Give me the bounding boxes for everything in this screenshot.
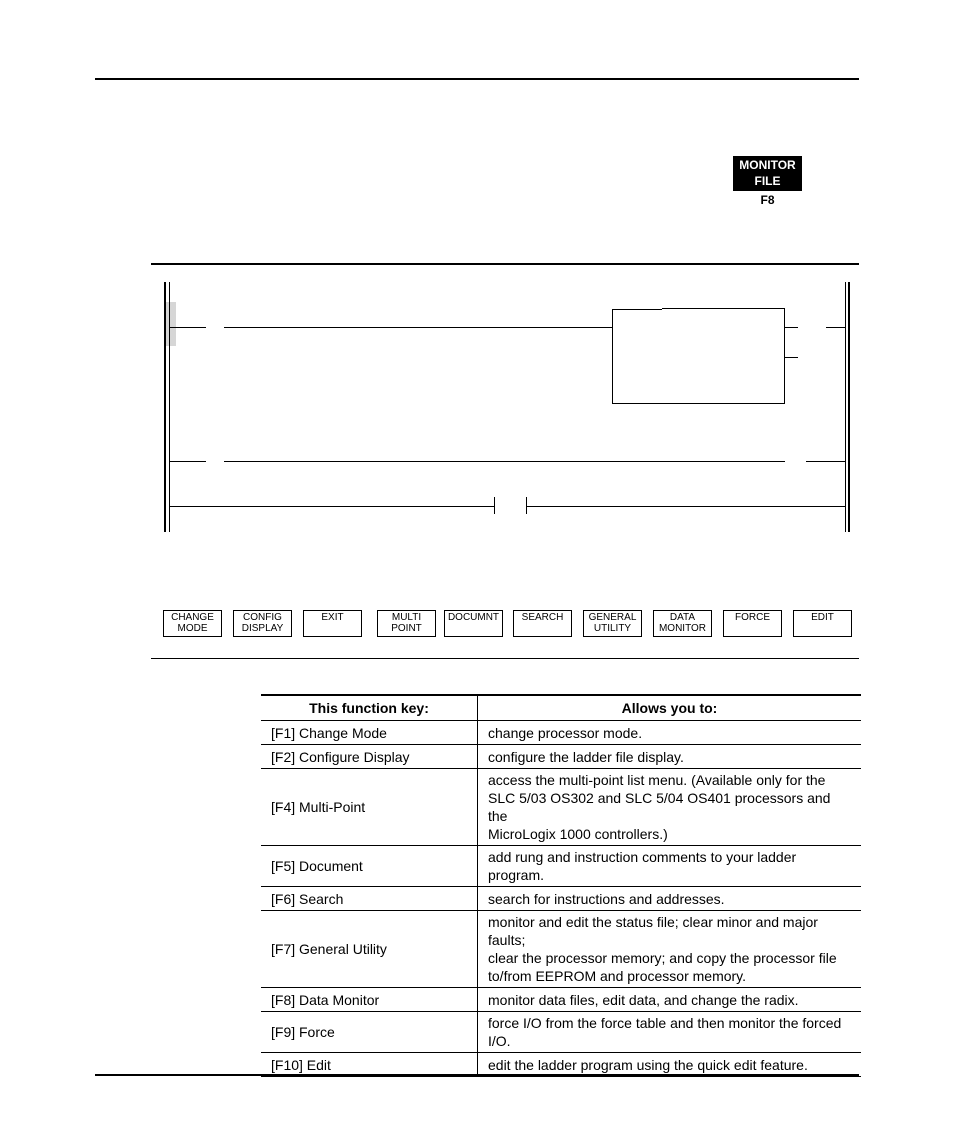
- table-row: [261, 887, 861, 911]
- left-power-rail-inner: [169, 282, 170, 532]
- row-desc: force I/O from the force table and then monitor the forced I/O.: [478, 1012, 862, 1053]
- rung-3-wire-a: [170, 506, 494, 507]
- row-key: [F10] Edit: [261, 1053, 478, 1077]
- force-key[interactable]: [723, 610, 782, 637]
- document-key[interactable]: [444, 610, 503, 637]
- row-desc-line: access the multi-point list menu. (Available only for the: [488, 772, 826, 788]
- row-desc: monitor data files, edit data, and change the radix.: [478, 988, 862, 1012]
- monitor-key-fkey-label: F8: [760, 193, 775, 207]
- output-block-stub: [785, 357, 798, 358]
- row-key: [F1] Change Mode: [261, 721, 478, 745]
- output-block-right: [784, 308, 785, 404]
- fkey-label: CONFIG: [243, 612, 282, 623]
- fkey-label: UTILITY: [593, 623, 632, 634]
- fkey-label: DISPLAY: [241, 623, 284, 634]
- table-header-row: [261, 695, 861, 721]
- function-key-bar: [0, 610, 954, 638]
- fkey-label: MONITOR: [658, 623, 707, 634]
- rung-1-output-wire-b: [826, 327, 846, 328]
- general-utility-key[interactable]: [583, 610, 642, 637]
- rung-3-wire-b: [527, 506, 846, 507]
- row-key: [F6] Search: [261, 887, 478, 911]
- fkey-label: FORCE: [735, 612, 770, 623]
- row-desc: configure the ladder file display.: [478, 745, 862, 769]
- header-function-key: This function key:: [261, 695, 478, 721]
- row-desc: add rung and instruction comments to your ladder program.: [478, 846, 862, 887]
- row-desc: change processor mode.: [478, 721, 862, 745]
- table-row: [261, 846, 861, 887]
- row-key: [F5] Document: [261, 846, 478, 887]
- table-row: [261, 769, 861, 846]
- figure-top-rule: [151, 263, 859, 265]
- monitor-key-line2: FILE: [754, 174, 781, 188]
- table-row: [261, 911, 861, 988]
- rung-2-wire-b: [224, 461, 785, 462]
- monitor-key-line1: MONITOR: [739, 158, 796, 172]
- fkey-label: CHANGE: [171, 612, 214, 623]
- rung-1-wire-b: [224, 327, 612, 328]
- output-block-bottom: [612, 403, 785, 404]
- right-power-rail-inner: [848, 282, 850, 532]
- search-key[interactable]: [513, 610, 572, 637]
- table-row: [261, 721, 861, 745]
- data-monitor-key[interactable]: [653, 610, 712, 637]
- multi-point-key[interactable]: [377, 610, 436, 637]
- top-rule: [95, 78, 859, 80]
- rung-2-wire-c: [806, 461, 846, 462]
- header-allows-you-to: Allows you to:: [478, 695, 862, 721]
- output-block-top-b: [662, 308, 785, 309]
- fkey-label: DOCUMNT: [447, 612, 500, 623]
- row-desc-line: to/from EEPROM and processor memory.: [488, 968, 747, 984]
- fkey-label: SEARCH: [521, 612, 564, 623]
- row-desc-line: MicroLogix 1000 controllers.): [488, 826, 668, 842]
- table-row: [261, 1053, 861, 1077]
- fkey-label: GENERAL: [588, 612, 637, 623]
- rung-1-wire-a: [170, 327, 206, 328]
- row-key: [F8] Data Monitor: [261, 988, 478, 1012]
- row-key: [F9] Force: [261, 1012, 478, 1053]
- fkey-label: POINT: [391, 623, 422, 634]
- exit-key[interactable]: [303, 610, 362, 637]
- right-power-rail: [845, 282, 846, 532]
- figure-bottom-rule: [151, 658, 859, 659]
- row-desc-line: monitor and edit the status file; clear minor and major faults;: [488, 914, 818, 948]
- change-mode-key[interactable]: [163, 610, 222, 637]
- row-key: [F4] Multi-Point: [261, 769, 478, 846]
- output-block-top-a: [612, 309, 662, 310]
- edit-key[interactable]: [793, 610, 852, 637]
- row-desc: [478, 769, 862, 846]
- row-desc-line: clear the processor memory; and copy the processor file: [488, 950, 837, 966]
- rung-1-output-wire-a: [785, 327, 798, 328]
- row-key: [F7] General Utility: [261, 911, 478, 988]
- fkey-label: MULTI: [391, 612, 422, 623]
- contact-left-bar: [494, 497, 495, 514]
- function-key-table: [261, 694, 861, 1077]
- row-desc-line: SLC 5/03 OS302 and SLC 5/04 OS401 processors and the: [488, 790, 831, 824]
- table-row: [261, 988, 861, 1012]
- table-row: [261, 745, 861, 769]
- fkey-label: MODE: [177, 623, 208, 634]
- row-desc: edit the ladder program using the quick edit feature.: [478, 1053, 862, 1077]
- output-block-left: [612, 309, 613, 404]
- ladder-cursor[interactable]: [165, 302, 176, 346]
- fkey-label: EDIT: [811, 612, 834, 623]
- fkey-label: DATA: [669, 612, 696, 623]
- left-power-rail: [164, 282, 166, 532]
- table-row: [261, 1012, 861, 1053]
- fkey-label: EXIT: [321, 612, 344, 623]
- row-desc: search for instructions and addresses.: [478, 887, 862, 911]
- monitor-file-key: [733, 156, 802, 191]
- config-display-key[interactable]: [233, 610, 292, 637]
- rung-2-wire-a: [170, 461, 206, 462]
- row-desc: [478, 911, 862, 988]
- row-key: [F2] Configure Display: [261, 745, 478, 769]
- ladder-diagram: [160, 282, 860, 534]
